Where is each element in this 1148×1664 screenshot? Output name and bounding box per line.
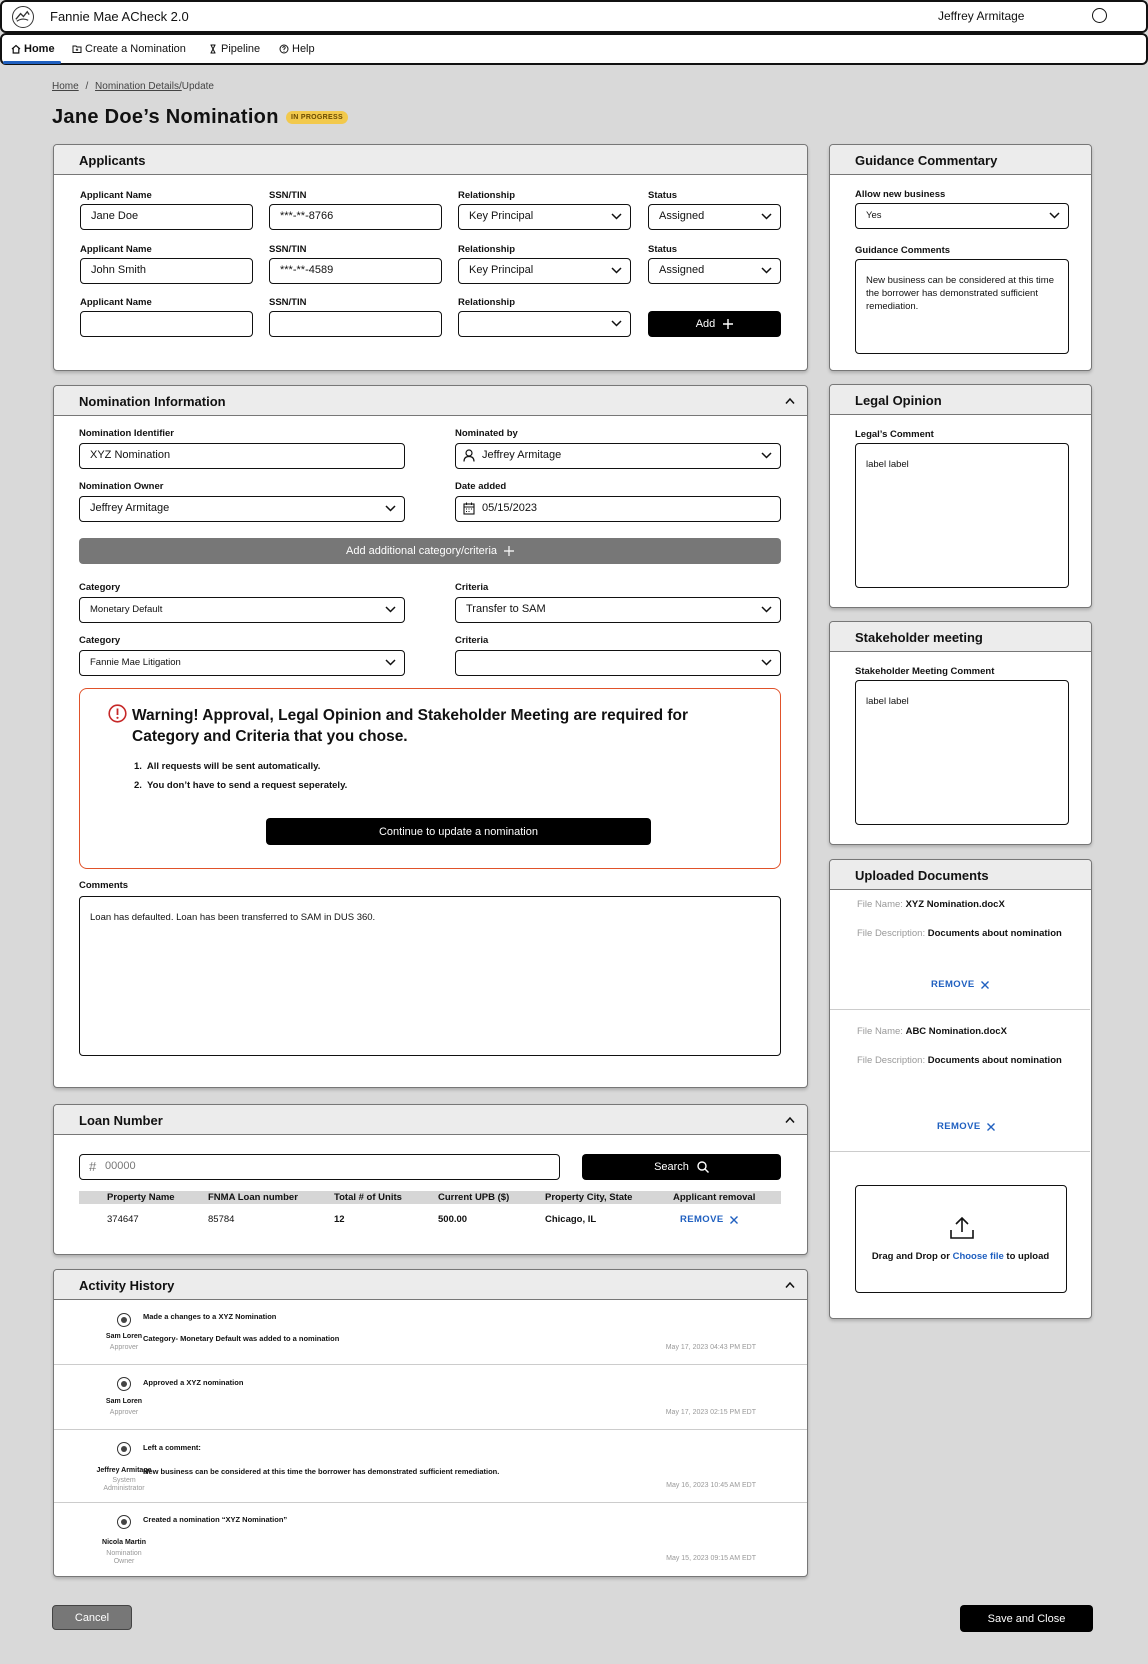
- file-name-value: ABC Nomination.docX: [905, 1026, 1007, 1037]
- activity-history-card: [53, 1269, 808, 1577]
- date-added-input[interactable]: [455, 496, 781, 522]
- stakeholder-card: [829, 621, 1092, 845]
- date-added-label: Date added: [455, 481, 507, 492]
- uploaded-documents-card: [829, 859, 1092, 1319]
- fannie-mae-logo-icon[interactable]: [12, 6, 34, 28]
- activity-header: [54, 1270, 807, 1300]
- status-value: Assigned: [659, 210, 705, 222]
- file-remove-label: REMOVE: [937, 1121, 981, 1132]
- warning-item: 1. All requests will be sent automatically.: [134, 761, 321, 772]
- user-avatar-icon: [117, 1442, 131, 1456]
- guidance-title: Guidance Commentary: [855, 153, 998, 168]
- file-name-label: File Name:: [857, 1026, 903, 1037]
- status-value: Assigned: [659, 264, 705, 276]
- new-ssn-input[interactable]: [269, 311, 442, 337]
- breadcrumb-current: Update: [181, 81, 214, 92]
- criteria-value: Transfer to SAM: [466, 603, 546, 615]
- file-desc-label: File Description:: [857, 928, 926, 939]
- relationship-select[interactable]: [458, 258, 631, 284]
- user-avatar-icon: [117, 1313, 131, 1327]
- warning-item: 2. You don’t have to send a request seperately.: [134, 780, 348, 791]
- file-desc-label: File Description:: [857, 1055, 926, 1066]
- warning-item-text: You don’t have to send a request seperately.: [147, 780, 348, 791]
- applicant-name-input[interactable]: John Smith: [80, 258, 253, 284]
- cell-upb: 500.00: [438, 1214, 468, 1225]
- close-icon: [730, 1216, 738, 1224]
- stakeholder-header: [830, 622, 1091, 652]
- search-icon: [697, 1161, 709, 1173]
- loan-search-input[interactable]: [79, 1154, 560, 1180]
- file-divider: [830, 1009, 1090, 1010]
- activity-line2: New business can be considered at this time the borrower has demonstrated sufficient remediation.: [143, 1467, 500, 1476]
- file-remove-button[interactable]: [931, 979, 989, 990]
- warning-box: [79, 688, 781, 869]
- category-select[interactable]: [79, 597, 405, 623]
- loan-number-card: [53, 1104, 808, 1255]
- col-loan-number: FNMA Loan number: [208, 1192, 298, 1203]
- applicants-header: [54, 145, 807, 175]
- col-current-upb: Current UPB ($): [438, 1192, 510, 1203]
- activity-item: [54, 1503, 808, 1577]
- loan-search-button[interactable]: [582, 1154, 781, 1180]
- chevron-up-icon[interactable]: [785, 1116, 795, 1124]
- file-name: [857, 1026, 1007, 1037]
- nav-help-label: Help: [292, 43, 315, 55]
- upload-text-suffix: to upload: [1006, 1251, 1050, 1262]
- activity-title: Activity History: [79, 1278, 175, 1293]
- user-name[interactable]: Jeffrey Armitage: [938, 9, 1025, 23]
- ssn-label: SSN/TIN: [269, 190, 307, 201]
- activity-line1: Approved a XYZ nomination: [143, 1378, 244, 1387]
- chevron-down-icon: [385, 606, 396, 613]
- add-category-button[interactable]: [79, 538, 781, 564]
- stakeholder-comment-label: Stakeholder Meeting Comment: [855, 666, 995, 677]
- add-category-label: Add additional category/criteria: [345, 545, 498, 557]
- category-label: Category: [79, 582, 121, 593]
- cancel-button[interactable]: Cancel: [52, 1605, 132, 1630]
- legal-comment-label: Legal’s Comment: [855, 429, 934, 440]
- nomination-title: Nomination Information: [79, 394, 226, 409]
- continue-update-button[interactable]: Continue to update a nomination: [266, 818, 651, 845]
- add-applicant-label: Add: [695, 318, 716, 330]
- nav-pipeline-label: Pipeline: [221, 43, 261, 55]
- file-name-label: File Name:: [857, 899, 903, 910]
- activity-date: May 15, 2023 09:15 AM EDT: [666, 1555, 756, 1562]
- relationship-label: Relationship: [458, 244, 516, 255]
- file-desc-value: Documents about nomination: [927, 928, 1062, 939]
- col-applicant-removal: Applicant removal: [673, 1192, 756, 1203]
- breadcrumb: [52, 81, 214, 92]
- cell-loan-number: 85784: [208, 1214, 235, 1225]
- col-property-name: Property Name: [107, 1192, 175, 1203]
- nav-create-nomination[interactable]: [72, 43, 186, 55]
- guidance-comments-textarea[interactable]: New business can be considered at this time the borrower has demonstrated sufficient remediation.: [855, 259, 1069, 354]
- allow-business-value: Yes: [866, 210, 882, 221]
- upload-text-prefix: Drag and Drop or: [871, 1251, 950, 1262]
- close-icon: [981, 981, 989, 989]
- activity-user-role: Nomination Owner: [106, 1550, 142, 1565]
- category-label: Category: [79, 635, 121, 646]
- page-title: Jane Doe’s Nomination: [52, 106, 279, 128]
- documents-title: Uploaded Documents: [855, 868, 989, 883]
- chevron-down-icon: [761, 267, 772, 274]
- chevron-down-icon: [385, 659, 396, 666]
- warning-icon: [108, 704, 127, 723]
- guidance-comments-label: Guidance Comments: [855, 245, 951, 256]
- category-select[interactable]: [79, 650, 405, 676]
- category-value: Monetary Default: [90, 604, 163, 615]
- col-city-state: Property City, State: [545, 1192, 633, 1203]
- activity-user-name: Jeffrey Armitage: [96, 1467, 152, 1474]
- file-description: [857, 928, 1062, 939]
- relationship-value: Key Principal: [469, 210, 534, 222]
- applicant-name-input[interactable]: Jane Doe: [80, 204, 253, 230]
- file-desc-value: Documents about nomination: [927, 1055, 1062, 1066]
- applicant-name-label: Applicant Name: [80, 297, 152, 308]
- allow-business-label: Allow new business: [855, 189, 946, 200]
- new-relationship-select[interactable]: [458, 311, 631, 337]
- activity-user-name: Sam Loren: [105, 1398, 143, 1405]
- chevron-down-icon: [611, 213, 622, 220]
- activity-item: [54, 1365, 808, 1430]
- relationship-value: Key Principal: [469, 264, 534, 276]
- activity-user-name: Nicola Martin: [102, 1539, 146, 1546]
- criteria-select[interactable]: [455, 650, 781, 676]
- category-value: Fannie Mae Litigation: [90, 657, 181, 668]
- activity-item: [54, 1300, 808, 1365]
- loan-remove-label: REMOVE: [680, 1214, 724, 1225]
- active-tab-indicator: [3, 61, 61, 64]
- user-avatar-icon: [117, 1515, 131, 1529]
- nav-home[interactable]: [11, 43, 55, 55]
- breadcrumb-home[interactable]: Home: [52, 81, 79, 92]
- activity-line1: Made a changes to a XYZ Nomination: [143, 1312, 277, 1321]
- owner-label: Nomination Owner: [79, 481, 164, 492]
- chevron-down-icon: [761, 213, 772, 220]
- loan-search-placeholder: 00000: [105, 1160, 136, 1172]
- chevron-down-icon: [385, 505, 396, 512]
- file-divider: [830, 1151, 1090, 1152]
- file-name-value: XYZ Nomination.docX: [905, 899, 1005, 910]
- loan-search-label: Search: [654, 1161, 689, 1173]
- chevron-down-icon: [761, 452, 772, 459]
- activity-user-role: Approver: [109, 1409, 139, 1416]
- nav-help[interactable]: [279, 43, 315, 55]
- user-avatar-icon[interactable]: [1092, 8, 1107, 23]
- breadcrumb-separator: /: [85, 81, 89, 92]
- activity-date: May 17, 2023 04:43 PM EDT: [665, 1344, 756, 1351]
- criteria-label: Criteria: [455, 635, 489, 646]
- chevron-down-icon: [611, 320, 622, 327]
- legal-title: Legal Opinion: [855, 393, 942, 408]
- nomination-header: [54, 386, 807, 416]
- ssn-input[interactable]: ***-**-4589: [269, 258, 442, 284]
- nominated-by-label: Nominated by: [455, 428, 518, 439]
- activity-line1: Created a nomination “XYZ Nomination”: [143, 1515, 288, 1524]
- legal-opinion-card: [829, 384, 1092, 608]
- person-icon: [463, 449, 475, 462]
- choose-file-link[interactable]: Choose file: [952, 1251, 1004, 1262]
- stakeholder-comment-textarea[interactable]: label label: [855, 680, 1069, 825]
- activity-user-role: System Administrator: [103, 1477, 145, 1492]
- ssn-label: SSN/TIN: [269, 297, 307, 308]
- allow-business-select[interactable]: [855, 203, 1069, 229]
- guidance-card: [829, 144, 1092, 371]
- identifier-input[interactable]: XYZ Nomination: [79, 443, 405, 469]
- status-select[interactable]: [648, 204, 781, 230]
- calendar-icon: [463, 502, 475, 515]
- loan-header: [54, 1105, 807, 1135]
- upload-dropzone[interactable]: [855, 1185, 1067, 1293]
- hourglass-icon: [208, 44, 218, 54]
- relationship-label: Relationship: [458, 297, 516, 308]
- activity-line1: Left a comment:: [143, 1443, 201, 1452]
- status-select[interactable]: [648, 258, 781, 284]
- criteria-label: Criteria: [455, 582, 489, 593]
- col-total-units: Total # of Units: [334, 1192, 402, 1203]
- identifier-label: Nomination Identifier: [79, 428, 174, 439]
- applicant-name-label: Applicant Name: [80, 190, 152, 201]
- file-remove-button[interactable]: [937, 1121, 995, 1132]
- status-badge: IN PROGRESS: [286, 111, 348, 124]
- applicant-name-label: Applicant Name: [80, 244, 152, 255]
- cell-property-name: 374647: [107, 1214, 139, 1225]
- nav-create-label: Create a Nomination: [85, 43, 186, 55]
- home-icon: [11, 44, 21, 54]
- cell-city-state: Chicago, IL: [545, 1214, 597, 1225]
- comments-label: Comments: [79, 880, 129, 891]
- activity-line2: Category- Monetary Default was added to a nomination: [143, 1334, 340, 1343]
- nav-home-label: Home: [24, 43, 55, 55]
- activity-item: [54, 1430, 808, 1503]
- relationship-label: Relationship: [458, 190, 516, 201]
- status-label: Status: [648, 190, 678, 201]
- warning-item-text: All requests will be sent automatically.: [146, 761, 321, 772]
- loan-remove-button[interactable]: [680, 1214, 738, 1225]
- file-description: [857, 1055, 1062, 1066]
- app-title: Fannie Mae ACheck 2.0: [50, 9, 189, 24]
- chevron-up-icon[interactable]: [785, 1281, 795, 1289]
- nominated-by-select[interactable]: [455, 443, 781, 469]
- chevron-down-icon: [761, 659, 772, 666]
- breadcrumb-details[interactable]: Nomination Details/: [95, 81, 182, 92]
- status-label: Status: [648, 244, 678, 255]
- applicants-title: Applicants: [79, 153, 146, 168]
- save-and-close-button[interactable]: Save and Close: [960, 1605, 1093, 1632]
- chevron-down-icon: [611, 267, 622, 274]
- upload-icon: [949, 1216, 975, 1240]
- plus-icon: [723, 319, 733, 329]
- criteria-select[interactable]: [455, 597, 781, 623]
- new-applicant-name-input[interactable]: [80, 311, 253, 337]
- chevron-up-icon[interactable]: [785, 397, 795, 405]
- chevron-down-icon: [761, 606, 772, 613]
- date-added-value: 05/15/2023: [482, 502, 538, 514]
- plus-icon: [504, 546, 514, 556]
- activity-user-name: Sam Loren: [105, 1333, 143, 1340]
- activity-date: May 16, 2023 10:45 AM EDT: [666, 1482, 756, 1489]
- stakeholder-title: Stakeholder meeting: [855, 630, 983, 645]
- folder-icon: [72, 44, 82, 54]
- ssn-label: SSN/TIN: [269, 244, 307, 255]
- relationship-select[interactable]: [458, 204, 631, 230]
- upload-text: [856, 1251, 1065, 1262]
- chevron-down-icon: [1049, 212, 1060, 219]
- ssn-input[interactable]: ***-**-8766: [269, 204, 442, 230]
- user-avatar-icon: [117, 1377, 131, 1391]
- file-remove-label: REMOVE: [931, 979, 975, 990]
- close-icon: [987, 1123, 995, 1131]
- owner-value: Jeffrey Armitage: [90, 502, 170, 514]
- help-icon: [279, 44, 289, 54]
- add-applicant-button[interactable]: [648, 311, 781, 337]
- comments-textarea[interactable]: Loan has defaulted. Loan has been transferred to SAM in DUS 360.: [79, 896, 781, 1056]
- activity-date: May 17, 2023 02:15 PM EDT: [665, 1409, 756, 1416]
- owner-select[interactable]: [79, 496, 405, 522]
- guidance-header: [830, 145, 1091, 175]
- warning-title: Warning! Approval, Legal Opinion and Stakeholder Meeting are required for Category and Criteria that you chose.: [132, 707, 689, 745]
- documents-header: [830, 860, 1091, 890]
- nomination-info-card: [53, 385, 808, 1088]
- nav-pipeline[interactable]: [208, 43, 260, 55]
- nominated-by-value: Jeffrey Armitage: [482, 449, 562, 461]
- file-name: [857, 899, 1005, 910]
- activity-user-role: Approver: [109, 1344, 139, 1351]
- loan-title: Loan Number: [79, 1113, 163, 1128]
- legal-header: [830, 385, 1091, 415]
- cell-units: 12: [334, 1214, 345, 1225]
- applicants-card: [53, 144, 808, 371]
- hash-icon: #: [89, 1159, 97, 1174]
- legal-comment-textarea[interactable]: label label: [855, 443, 1069, 588]
